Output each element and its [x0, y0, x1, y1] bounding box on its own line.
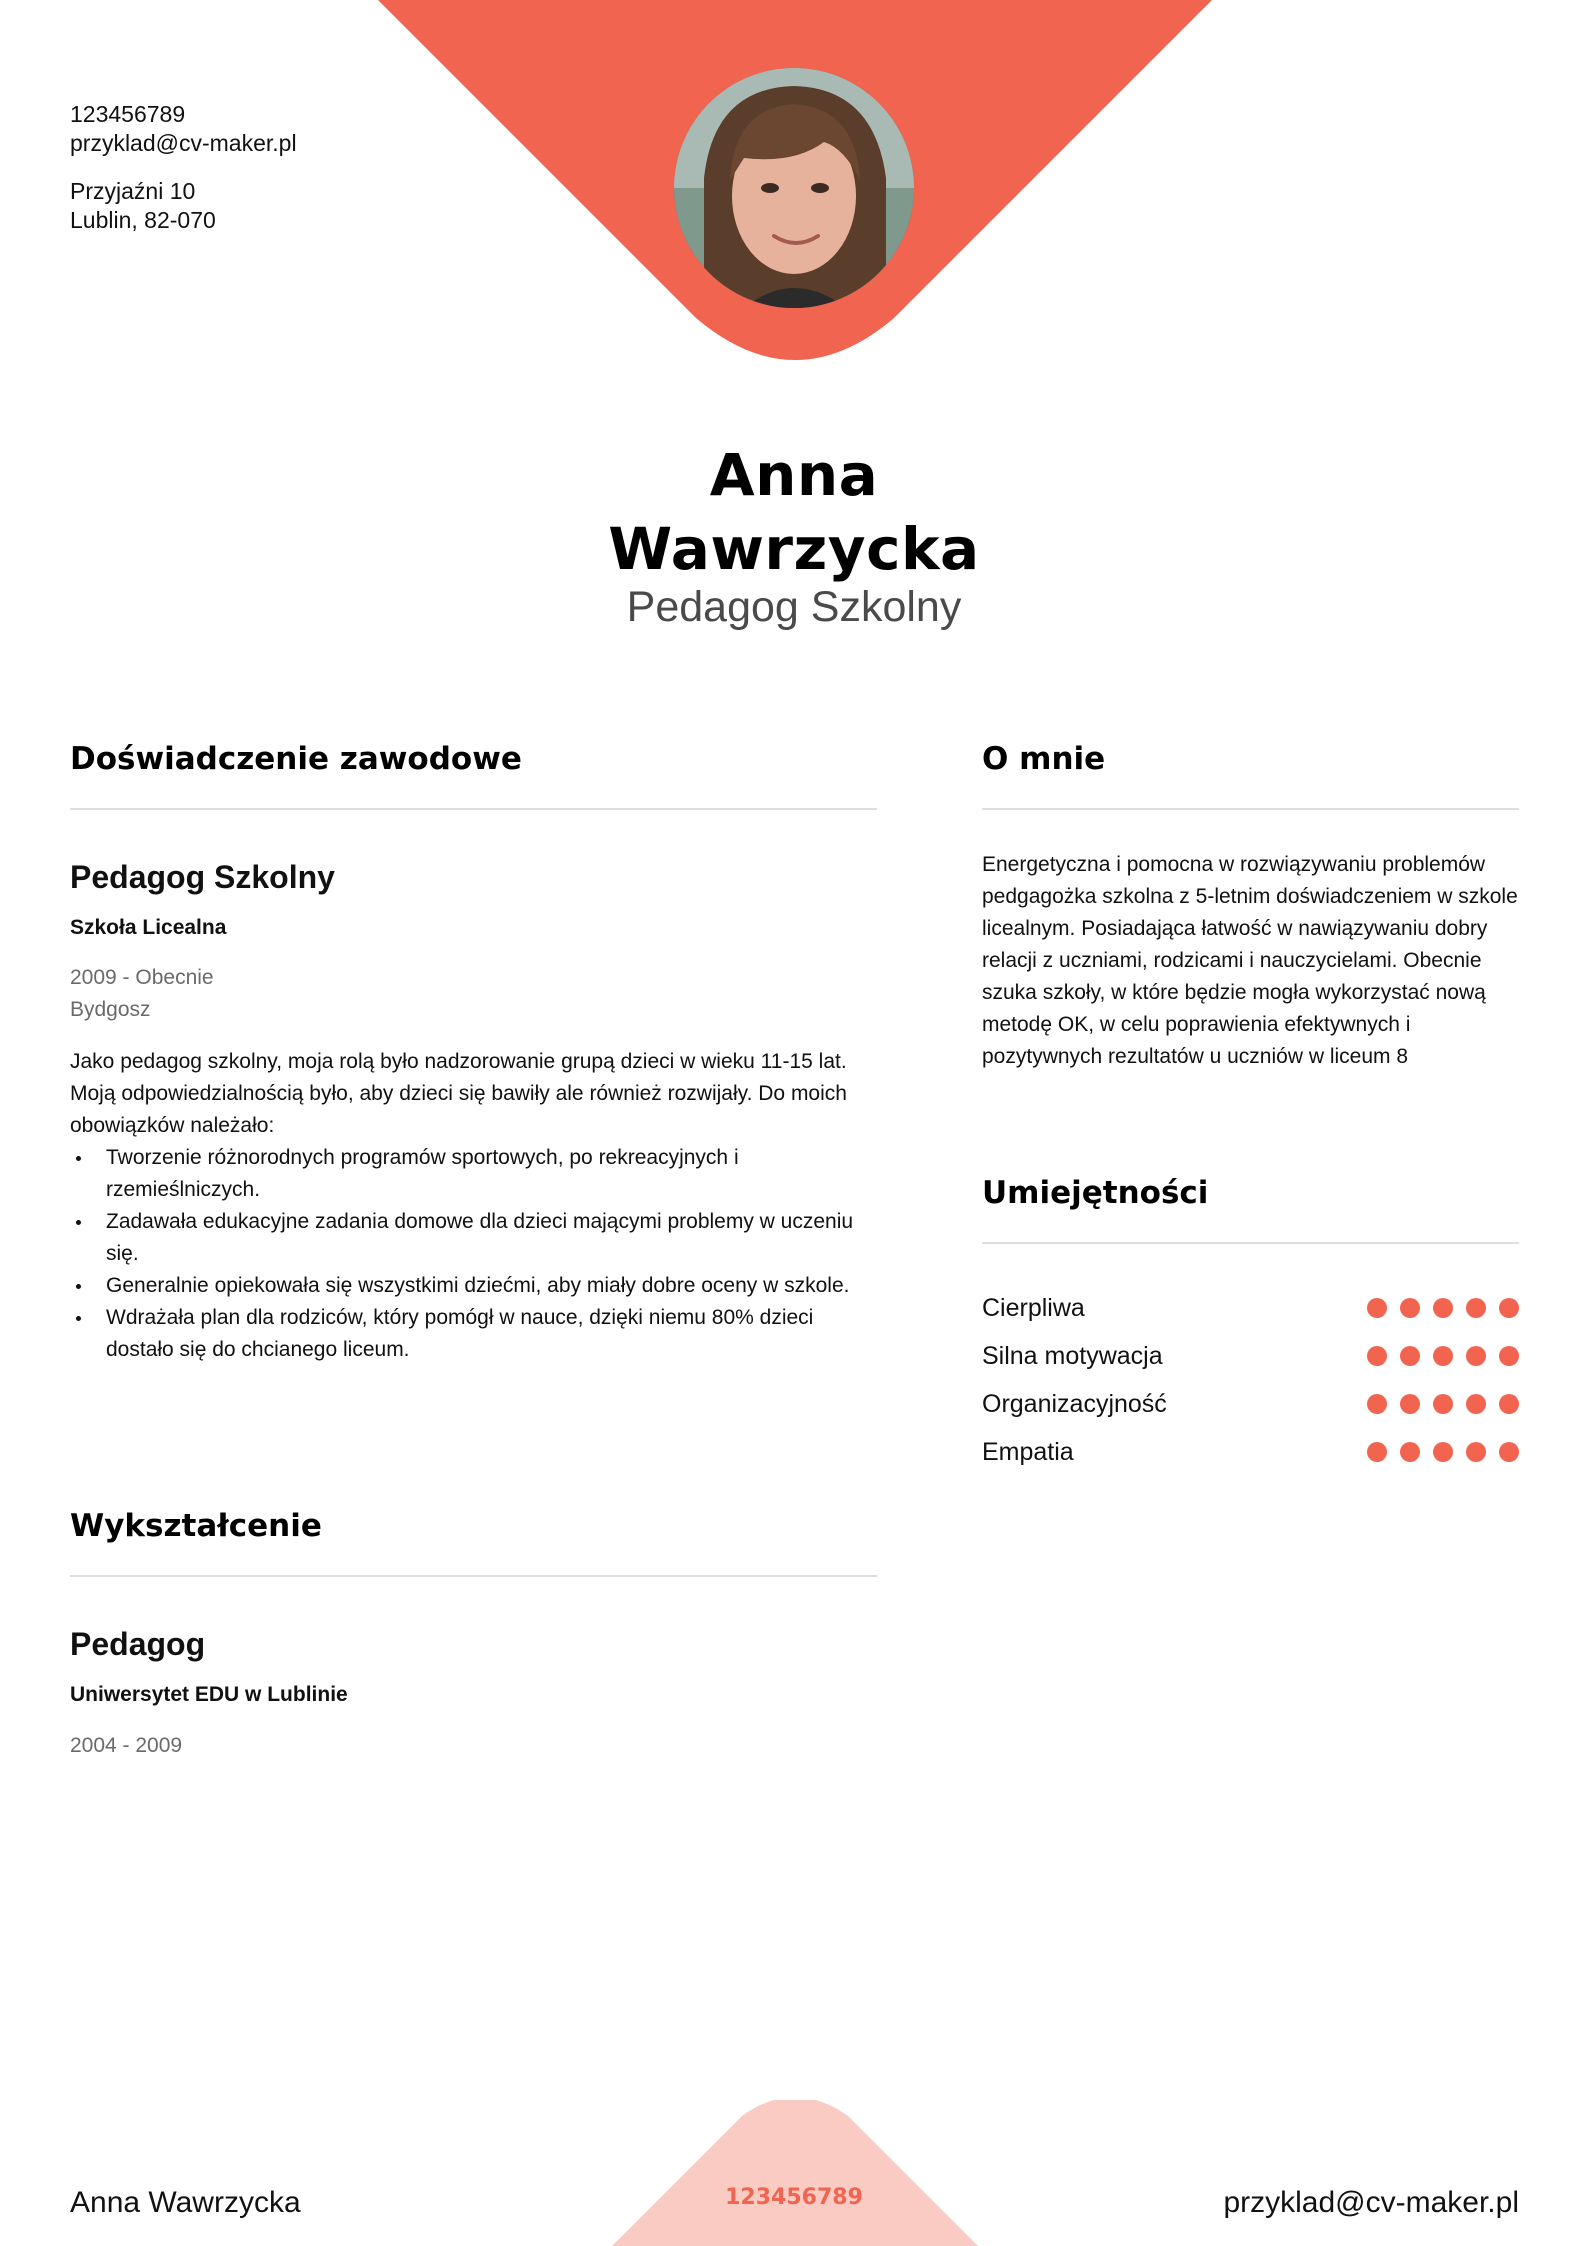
job-title: Pedagog Szkolny — [70, 859, 335, 895]
skill-dot — [1499, 1442, 1519, 1462]
about-text: Energetyczna i pomocna w rozwiązywaniu problemów pedgagożka szkolna z 5-letnim doświadczeniem w szkole licealnym. Posiadająca łatwość w nawiązywaniu dobry relacji z uczniami, rodzicami i nauczycielami. Obecnie szuka szkoły, w które będzie mogła wykorzystać nową metodę OK, w celu poprawienia efektywnych i pozytywnych rezultatów u uczniów w liceum 8 — [982, 853, 1518, 1068]
skill-row — [982, 1332, 1519, 1380]
skill-dot — [1466, 1442, 1486, 1462]
list-item: Wdrażała plan dla rodziców, który pomógł w nauce, dzięki niemu 80% dzieci dostało się do chcianego liceum. — [70, 1302, 870, 1366]
skill-rating — [1367, 1442, 1519, 1462]
about-divider — [982, 808, 1519, 810]
skill-dot — [1400, 1394, 1420, 1414]
footer-phone: 123456789 — [725, 2185, 863, 2210]
experience-divider — [70, 808, 877, 810]
contact-city: Lublin, 82-070 — [70, 207, 216, 233]
experience-section-title: Doświadczenie zawodowe — [70, 741, 522, 777]
skill-dot — [1499, 1298, 1519, 1318]
education-dates: 2004 - 2009 — [70, 1734, 183, 1757]
skill-dot — [1400, 1298, 1420, 1318]
skill-dot — [1433, 1346, 1453, 1366]
skill-rating — [1367, 1394, 1519, 1414]
education-degree: Pedagog — [70, 1626, 206, 1662]
skill-dot — [1400, 1346, 1420, 1366]
skill-name: Empatia — [982, 1437, 1074, 1466]
skill-rating — [1367, 1346, 1519, 1366]
job-employer: Szkoła Licealna — [70, 916, 227, 939]
list-item: Zadawała edukacyjne zadania domowe dla dzieci mającymi problemy w uczeniu się. — [70, 1206, 870, 1270]
skill-name: Cierpliwa — [982, 1293, 1085, 1322]
skill-dot — [1433, 1394, 1453, 1414]
profile-photo — [674, 68, 914, 308]
name-heading — [394, 438, 1194, 586]
education-school: Uniwersytet EDU w Lublinie — [70, 1683, 348, 1706]
first-name: Anna — [709, 441, 879, 509]
skill-dot — [1367, 1298, 1387, 1318]
footer-accent-shape — [0, 2100, 1588, 2246]
footer-name: Anna Wawrzycka — [70, 2186, 301, 2219]
skill-dot — [1367, 1394, 1387, 1414]
skill-name: Silna motywacja — [982, 1341, 1163, 1370]
skill-dot — [1466, 1346, 1486, 1366]
skill-row — [982, 1284, 1519, 1332]
skills-list — [982, 1284, 1519, 1476]
skill-rating — [1367, 1298, 1519, 1318]
job-dates: 2009 - Obecnie — [70, 966, 214, 989]
skills-section-title: Umiejętności — [982, 1175, 1209, 1211]
skills-divider — [982, 1242, 1519, 1244]
contact-email: przyklad@cv-maker.pl — [70, 130, 297, 156]
skill-dot — [1466, 1394, 1486, 1414]
skill-dot — [1499, 1394, 1519, 1414]
last-name: Wawrzycka — [608, 515, 980, 583]
skill-name: Organizacyjność — [982, 1389, 1167, 1418]
job-duties-list — [70, 1142, 870, 1366]
footer-email: przyklad@cv-maker.pl — [1223, 2186, 1519, 2219]
contact-phone: 123456789 — [70, 101, 186, 127]
skill-row — [982, 1428, 1519, 1476]
job-location: Bydgosz — [70, 998, 151, 1021]
contact-street: Przyjaźni 10 — [70, 178, 196, 204]
skill-dot — [1400, 1442, 1420, 1462]
skill-dot — [1499, 1346, 1519, 1366]
education-section-title: Wykształcenie — [70, 1508, 322, 1544]
skill-row — [982, 1380, 1519, 1428]
list-item: Generalnie opiekowała się wszystkimi dziećmi, aby miały dobre oceny w szkole. — [70, 1270, 870, 1302]
education-divider — [70, 1575, 877, 1577]
skill-dot — [1367, 1442, 1387, 1462]
about-section-title: O mnie — [982, 741, 1106, 777]
role-subtitle: Pedagog Szkolny — [626, 583, 962, 631]
job-description: Jako pedagog szkolny, moja rolą było nadzorowanie grupą dzieci w wieku 11-15 lat. Moją odpowiedzialnością było, aby dzieci się bawiły ale również rozwijały. Do moich obowiązków należało: — [70, 1050, 847, 1137]
skill-dot — [1433, 1442, 1453, 1462]
list-item: Tworzenie różnorodnych programów sportowych, po rekreacyjnych i rzemieślniczych. — [70, 1142, 870, 1206]
skill-dot — [1433, 1298, 1453, 1318]
skill-dot — [1367, 1346, 1387, 1366]
skill-dot — [1466, 1298, 1486, 1318]
